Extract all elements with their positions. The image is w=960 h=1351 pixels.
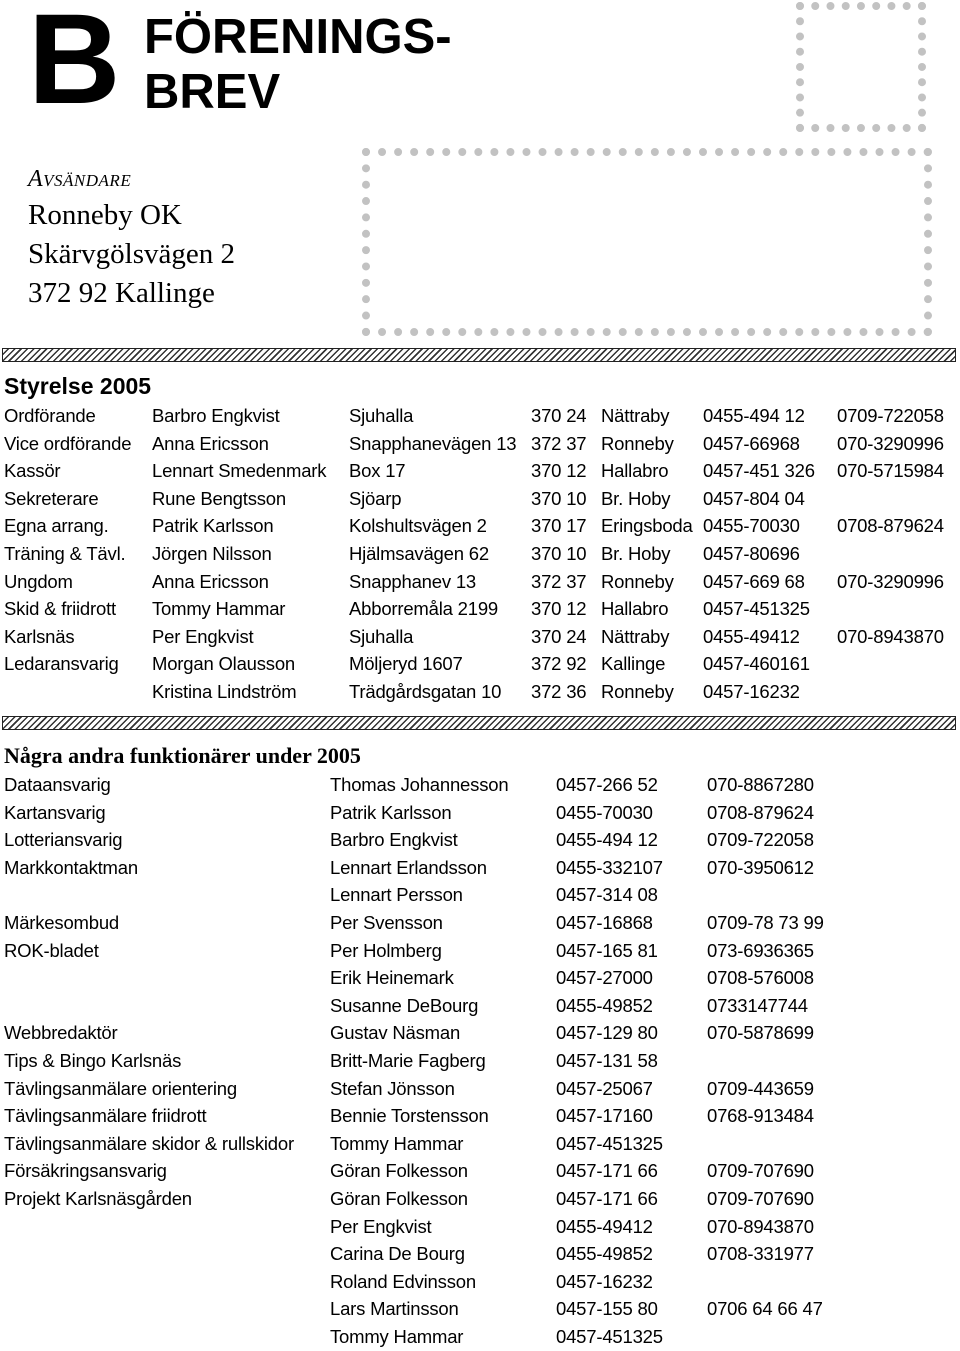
cell-phone: 0457-27000 — [556, 967, 653, 989]
cell-mobile: 070-5878699 — [707, 1022, 814, 1044]
cell-role: ROK-bladet — [4, 939, 99, 961]
cell-role: Tips & Bingo Karlsnäs — [4, 1049, 182, 1071]
cell-mobile: 0708-576008 — [707, 967, 814, 989]
cell-name: Barbro Engkvist — [330, 829, 458, 851]
cell-address: Snapphanevägen 13 — [349, 432, 517, 454]
cell-address: Sjöarp — [349, 487, 402, 509]
cell-mobile: 070-3290996 — [837, 432, 944, 454]
cell-name: Göran Folkesson — [330, 1187, 468, 1209]
cell-mobile: 0709-443659 — [707, 1077, 814, 1099]
cell-zip: 372 37 — [531, 570, 587, 592]
cell-role: Märkesombud — [4, 911, 120, 933]
cell-address: Sjuhalla — [349, 405, 414, 426]
cell-name: Patrik Karlsson — [330, 801, 452, 823]
cell-mobile: 070-8867280 — [707, 774, 814, 795]
cell-phone: 0455-49852 — [556, 1243, 653, 1265]
cell-name: Susanne DeBourg — [330, 994, 479, 1016]
cell-name: Per Engkvist — [152, 625, 254, 647]
cell-mobile: 0708-331977 — [707, 1243, 814, 1265]
cell-name: Patrik Karlsson — [152, 515, 274, 537]
cell-name: Gustav Näsman — [330, 1022, 461, 1044]
cell-phone: 0457-80696 — [703, 542, 800, 564]
cell-phone: 0457-171 66 — [556, 1187, 658, 1209]
cell-mobile: 070-8943870 — [707, 1215, 814, 1237]
cell-phone: 0457-314 08 — [556, 884, 658, 906]
cell-name: Göran Folkesson — [330, 1160, 468, 1182]
cell-phone: 0457-266 52 — [556, 774, 658, 795]
cell-address: Abborremåla 2199 — [349, 598, 499, 620]
cell-city: Nättraby — [601, 625, 670, 647]
cell-role: Sekreterare — [4, 487, 99, 509]
cell-mobile: 070-3290996 — [837, 570, 944, 592]
cell-phone: 0455-49412 — [703, 625, 800, 647]
cell-phone: 0457-16868 — [556, 911, 653, 933]
cell-phone: 0455-332107 — [556, 856, 663, 878]
sender-street: Skärvgölsvägen 2 — [28, 238, 235, 270]
sender-postal: 372 92 Kallinge — [28, 277, 215, 309]
cell-address: Möljeryd 1607 — [349, 653, 463, 675]
cell-zip: 370 24 — [531, 625, 587, 647]
cell-role: Karlsnäs — [4, 625, 75, 647]
cell-mobile: 0709-722058 — [837, 405, 944, 426]
cell-mobile: 070-8943870 — [837, 625, 944, 647]
cell-role: Försäkringsansvarig — [4, 1160, 167, 1182]
cell-phone: 0457-669 68 — [703, 570, 805, 592]
cell-city: Ronneby — [601, 432, 674, 454]
cell-address: Kolshultsvägen 2 — [349, 515, 487, 537]
cell-city: Ronneby — [601, 570, 674, 592]
cell-name: Rune Bengtsson — [152, 487, 286, 509]
cell-role: Ledaransvarig — [4, 653, 119, 675]
cell-name: Tommy Hammar — [330, 1132, 464, 1154]
sender-block — [28, 162, 235, 313]
cell-mobile: 0709-707690 — [707, 1187, 814, 1209]
cell-zip: 370 17 — [531, 515, 587, 537]
logo-letter: B — [28, 0, 117, 131]
cell-phone: 0455-49412 — [556, 1215, 653, 1237]
cell-zip: 372 92 — [531, 653, 587, 675]
cell-zip: 372 36 — [531, 680, 587, 702]
title-line-1: FÖRENINGS- — [144, 10, 452, 64]
sender-label: Avsändare — [28, 166, 132, 192]
cell-role: Webbredaktör — [4, 1022, 118, 1044]
cell-role: Tävlingsanmälare friidrott — [4, 1105, 207, 1127]
cell-name: Tommy Hammar — [330, 1325, 464, 1347]
cell-name: Jörgen Nilsson — [152, 542, 272, 564]
cell-name: Lennart Erlandsson — [330, 856, 487, 878]
cell-phone: 0457-451325 — [703, 598, 810, 620]
cell-mobile: 0708-879624 — [707, 801, 814, 823]
cell-city: Kallinge — [601, 653, 666, 675]
cell-phone: 0455-49852 — [556, 994, 653, 1016]
cell-role: Ungdom — [4, 570, 73, 592]
cell-name: Per Svensson — [330, 911, 443, 933]
cell-address: Box 17 — [349, 460, 406, 482]
cell-phone: 0457-451325 — [556, 1325, 663, 1347]
address-placeholder — [362, 148, 932, 336]
cell-city: Nättraby — [601, 405, 670, 426]
board-heading: Styrelse 2005 — [4, 373, 152, 399]
cell-mobile: 0768-913484 — [707, 1105, 814, 1127]
cell-phone: 0457-171 66 — [556, 1160, 658, 1182]
cell-phone: 0457-66968 — [703, 432, 800, 454]
cell-mobile: 0708-879624 — [837, 515, 944, 537]
cell-name: Per Holmberg — [330, 939, 442, 961]
cell-mobile: 070-5715984 — [837, 460, 944, 482]
cell-name: Lars Martinsson — [330, 1298, 459, 1320]
cell-role: Kassör — [4, 460, 61, 482]
cell-city: Hallabro — [601, 460, 669, 482]
cell-role: Egna arrang. — [4, 515, 109, 537]
cell-role: Dataansvarig — [4, 774, 111, 795]
cell-zip: 370 24 — [531, 405, 587, 426]
cell-phone: 0457-17160 — [556, 1105, 653, 1127]
cell-name: Roland Edvinsson — [330, 1270, 476, 1292]
cell-phone: 0457-16232 — [703, 680, 800, 702]
cell-phone: 0457-451325 — [556, 1132, 663, 1154]
cell-name: Per Engkvist — [330, 1215, 432, 1237]
cell-phone: 0457-131 58 — [556, 1049, 658, 1071]
cell-name: Thomas Johannesson — [330, 774, 509, 795]
cell-role: Ordförande — [4, 405, 96, 426]
stamp-placeholder — [796, 2, 926, 132]
cell-mobile: 0733147744 — [707, 994, 808, 1016]
cell-name: Anna Ericsson — [152, 570, 269, 592]
cell-zip: 372 37 — [531, 432, 587, 454]
cell-role: Träning & Tävl. — [4, 542, 126, 564]
cell-mobile: 0706 64 66 47 — [707, 1298, 823, 1320]
sender-name: Ronneby OK — [28, 199, 182, 231]
cell-name: Morgan Olausson — [152, 653, 296, 675]
cell-name: Lennart Smedenmark — [152, 460, 327, 482]
hatched-divider — [2, 716, 956, 730]
newsletter-title — [144, 10, 452, 120]
cell-phone: 0457-129 80 — [556, 1022, 658, 1044]
cell-name: Lennart Persson — [330, 884, 463, 906]
cell-name: Erik Heinemark — [330, 967, 454, 989]
cell-phone: 0455-70030 — [556, 801, 653, 823]
cell-phone: 0457-451 326 — [703, 460, 815, 482]
hatched-divider — [2, 348, 956, 362]
cell-zip: 370 12 — [531, 460, 587, 482]
cell-city: Ronneby — [601, 680, 674, 702]
cell-phone: 0457-804 04 — [703, 487, 805, 509]
cell-phone: 0457-460161 — [703, 653, 810, 675]
title-line-2: BREV — [144, 65, 281, 119]
cell-role: Tävlingsanmälare orientering — [4, 1077, 237, 1099]
cell-phone: 0457-165 81 — [556, 939, 658, 961]
cell-address: Snapphanev 13 — [349, 570, 477, 592]
cell-phone: 0457-16232 — [556, 1270, 653, 1292]
cell-name: Britt-Marie Fagberg — [330, 1049, 486, 1071]
cell-mobile: 0709-707690 — [707, 1160, 814, 1182]
cell-city: Br. Hoby — [601, 487, 671, 509]
cell-address: Sjuhalla — [349, 625, 414, 647]
cell-name: Anna Ericsson — [152, 432, 269, 454]
cell-name: Tommy Hammar — [152, 598, 286, 620]
cell-name: Barbro Engkvist — [152, 405, 280, 426]
cell-address: Trädgårdsgatan 10 — [349, 680, 502, 702]
cell-mobile: 0709-722058 — [707, 829, 814, 851]
cell-mobile: 0709-78 73 99 — [707, 911, 824, 933]
cell-role: Projekt Karlsnäsgården — [4, 1187, 192, 1209]
cell-zip: 370 10 — [531, 542, 587, 564]
others-heading: Några andra funktionärer under 2005 — [4, 743, 361, 768]
cell-name: Bennie Torstensson — [330, 1105, 489, 1127]
cell-phone: 0457-155 80 — [556, 1298, 658, 1320]
cell-role: Kartansvarig — [4, 801, 106, 823]
cell-role: Vice ordförande — [4, 432, 132, 454]
cell-zip: 370 10 — [531, 487, 587, 509]
cell-address: Hjälmsavägen 62 — [349, 542, 489, 564]
cell-zip: 370 12 — [531, 598, 587, 620]
cell-role: Skid & friidrott — [4, 598, 116, 620]
cell-phone: 0455-494 12 — [556, 829, 658, 851]
cell-name: Kristina Lindström — [152, 680, 297, 702]
cell-role: Markkontaktman — [4, 856, 138, 878]
cell-city: Hallabro — [601, 598, 669, 620]
cell-name: Carina De Bourg — [330, 1243, 465, 1265]
cell-name: Stefan Jönsson — [330, 1077, 455, 1099]
cell-role: Tävlingsanmälare skidor & rullskidor — [4, 1132, 294, 1154]
cell-mobile: 070-3950612 — [707, 856, 814, 878]
cell-phone: 0457-25067 — [556, 1077, 653, 1099]
cell-mobile: 073-6936365 — [707, 939, 814, 961]
cell-phone: 0455-494 12 — [703, 405, 805, 426]
cell-role: Lotteriansvarig — [4, 829, 123, 851]
cell-city: Eringsboda — [601, 515, 693, 537]
cell-city: Br. Hoby — [601, 542, 671, 564]
cell-phone: 0455-70030 — [703, 515, 800, 537]
